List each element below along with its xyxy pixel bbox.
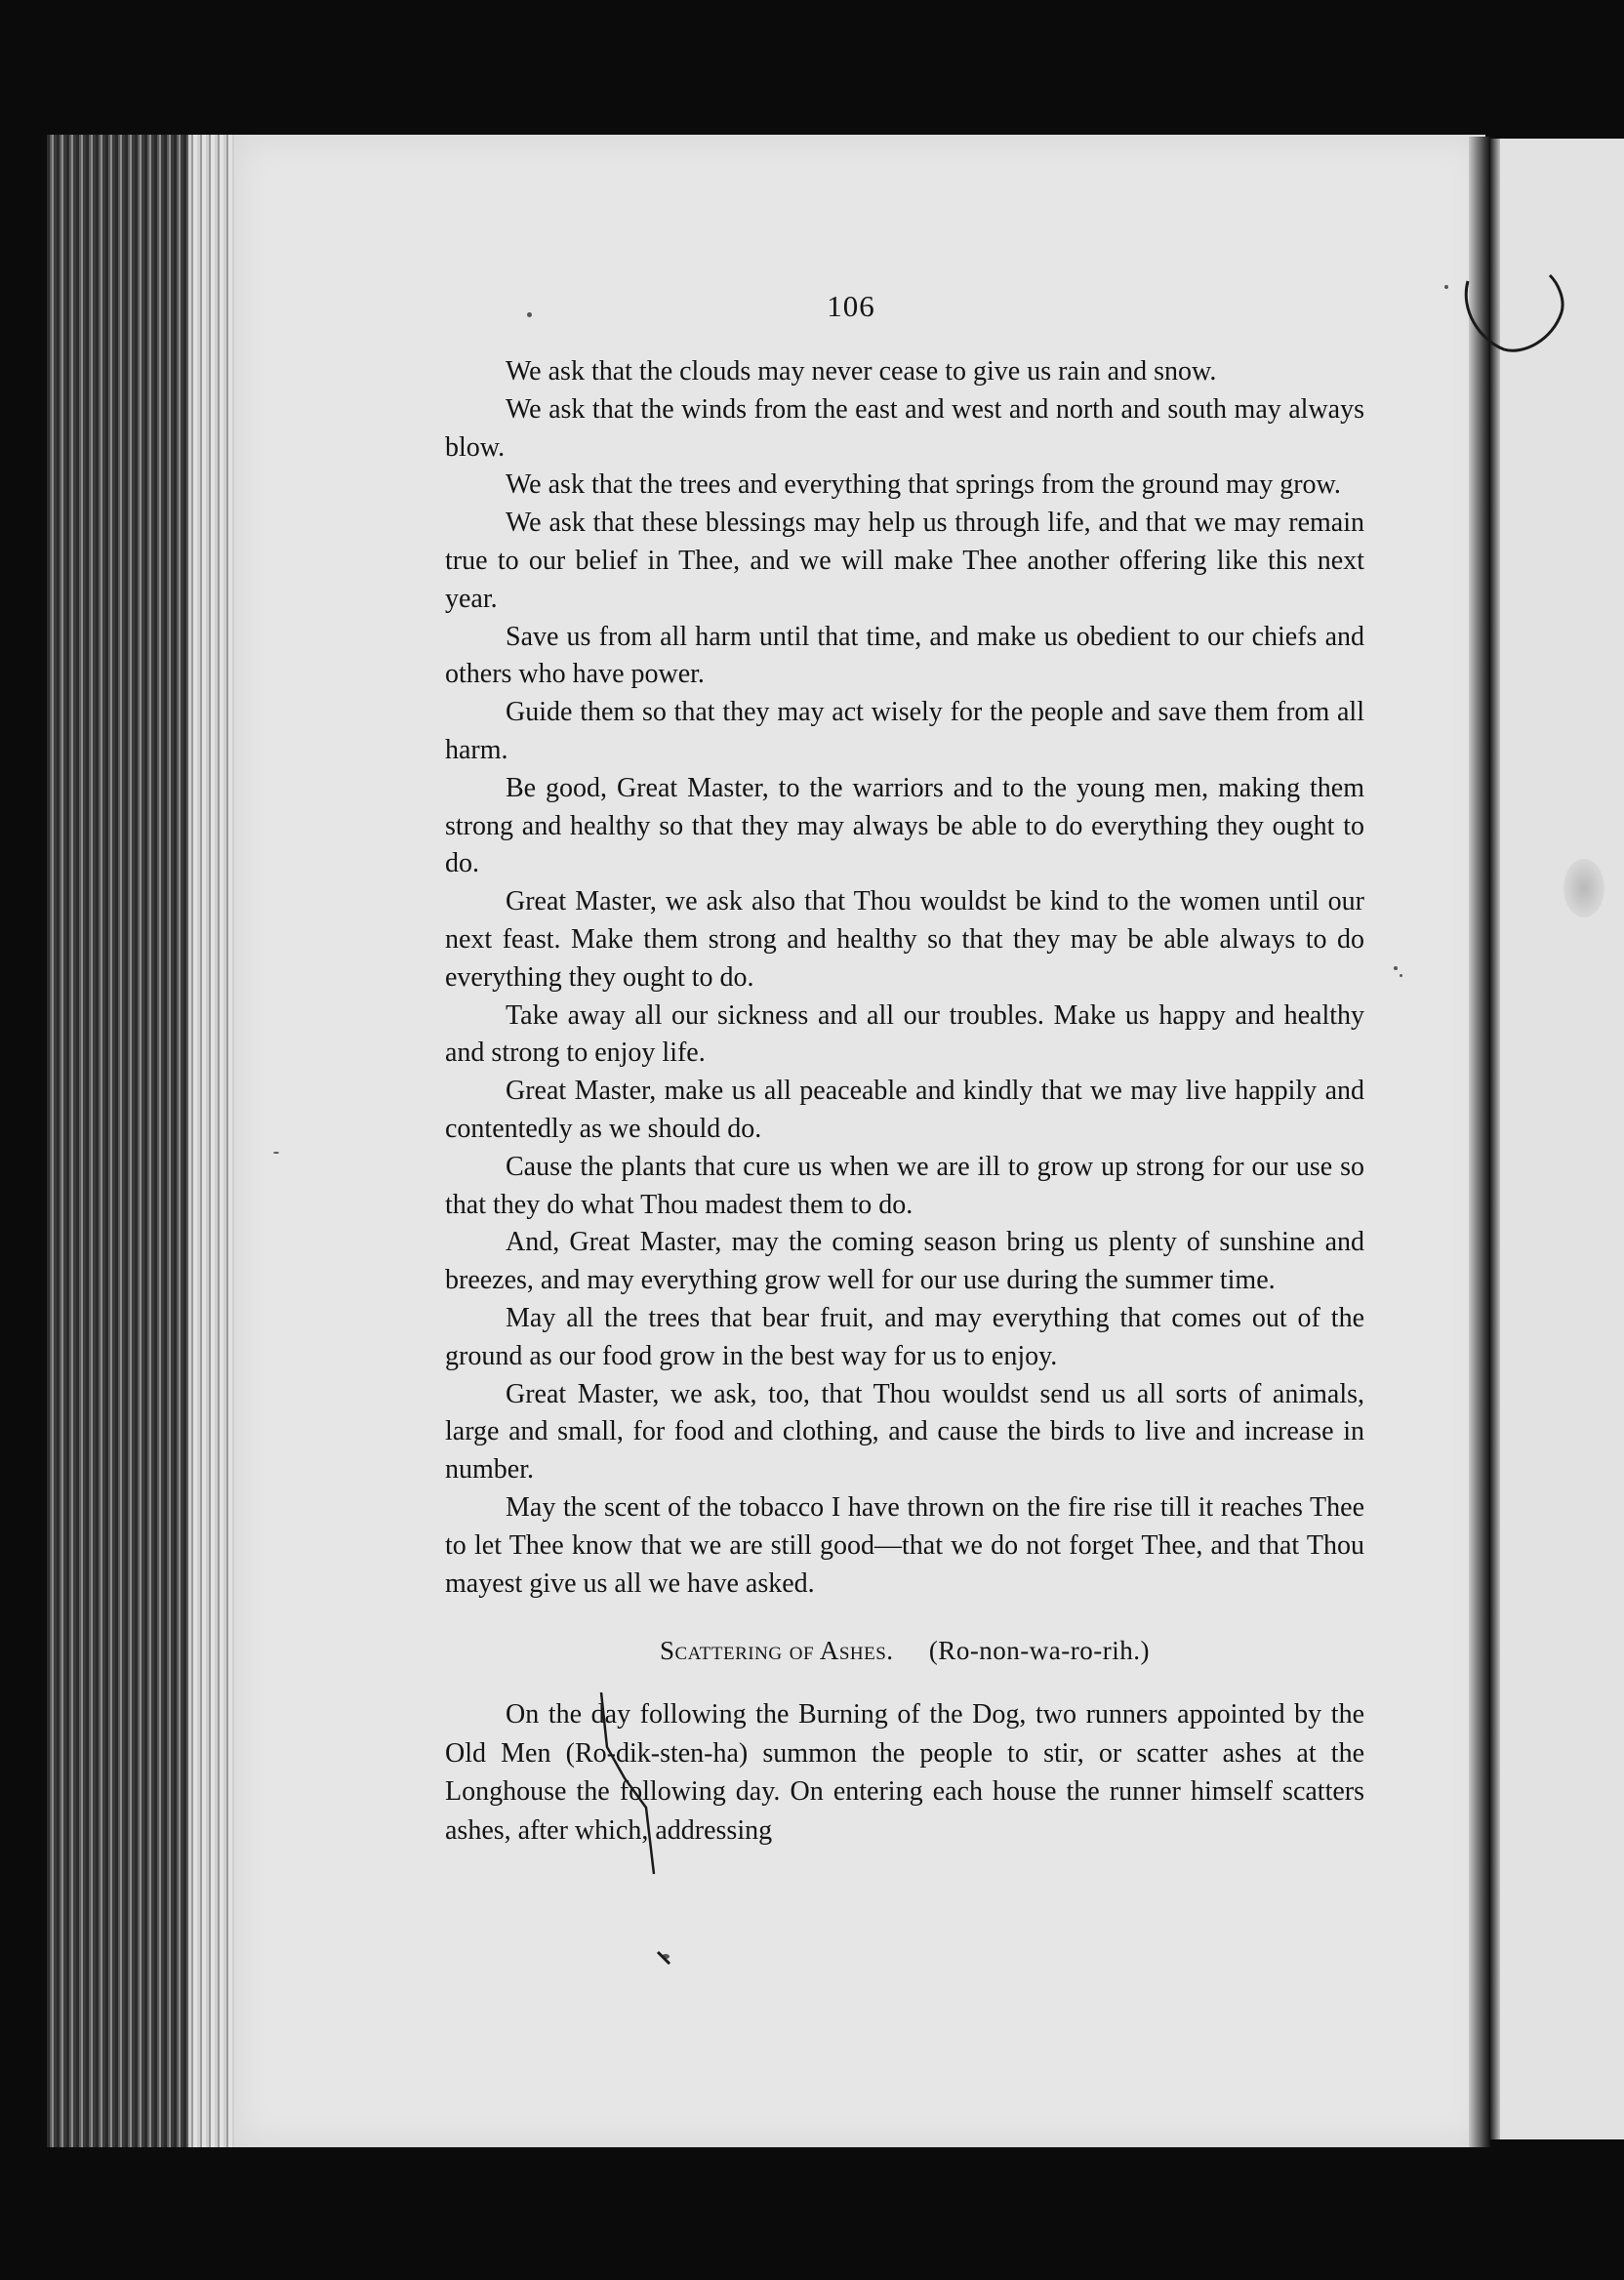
paragraph: Take away all our sickness and all our troubles. Make us happy and healthy and strong to enjoy life. bbox=[445, 999, 1364, 1069]
speck bbox=[1400, 974, 1402, 977]
section-heading bbox=[445, 1632, 1364, 1670]
paragraph: May all the trees that bear fruit, and may everything that comes out of the ground as our food grow in the best way for us to enjoy. bbox=[445, 1302, 1364, 1371]
paragraph: Be good, Great Master, to the warriors and to the young men, making them strong and healthy so that they may always be able to do everything they ought to do. bbox=[445, 772, 1364, 879]
paragraph: Save us from all harm until that time, and make us obedient to our chiefs and others who have power. bbox=[445, 621, 1364, 690]
page-edges-left bbox=[47, 135, 247, 2147]
paragraph: We ask that the clouds may never cease to give us rain and snow. bbox=[506, 356, 1217, 387]
book-gutter bbox=[1469, 137, 1490, 2147]
speck bbox=[273, 1152, 279, 1154]
section-heading-native-name: (Ro-non-wa-ro-rih.) bbox=[928, 1636, 1150, 1666]
next-page-edge bbox=[1490, 139, 1624, 2139]
pen-margin-line bbox=[589, 1689, 677, 1981]
section-heading-title: Scattering of Ashes. bbox=[659, 1636, 894, 1666]
paragraph: We ask that the winds from the east and west and north and south may always blow. bbox=[445, 393, 1364, 463]
section-paragraph: On the day following the Burning of the Dog, two runners appointed by the Old Men (Ro-dik-sten-ha) summon the people to stir, or scatter ashes at the Longhouse the following day. On entering each house the runner himself scatters ashes, after which, addressing bbox=[445, 1699, 1364, 1846]
paragraph: We ask that these blessings may help us through life, and that we may remain true to our belief in Thee, and we will make Thee another offering like this next year. bbox=[445, 508, 1364, 614]
paragraph: Great Master, we ask also that Thou wouldst be kind to the women until our next feast. Make them strong and healthy so that they may be able always to do everything they ought to do. bbox=[445, 886, 1364, 993]
paragraph: Great Master, we ask, too, that Thou wouldst send us all sorts of animals, large and small, for food and clothing, and cause the birds to live and increase in number. bbox=[445, 1378, 1364, 1486]
paragraph: We ask that the trees and everything that springs from the ground may grow. bbox=[506, 469, 1341, 501]
paragraph: Great Master, make us all peaceable and kindly that we may live happily and contentedly as we should do. bbox=[445, 1076, 1364, 1144]
page-number: 106 bbox=[827, 289, 875, 323]
paragraph: Guide them so that they may act wisely for the people and save them from all harm. bbox=[445, 697, 1364, 765]
paragraph: And, Great Master, may the coming season bring us plenty of sunshine and breezes, and may everything grow well for our use during the summer time. bbox=[445, 1227, 1364, 1296]
paragraph: May the scent of the tobacco I have thrown on the fire rise till it reaches Thee to let Thee know that we are still good—that we do not forget Thee, and that Thou mayest give us all we have asked. bbox=[445, 1491, 1364, 1599]
paragraph: Cause the plants that cure us when we are ill to grow up strong for our use so that they do what Thou madest them to do. bbox=[445, 1151, 1364, 1220]
body-text bbox=[445, 353, 1364, 1850]
paper-stain bbox=[1563, 859, 1604, 917]
speck bbox=[1394, 966, 1398, 970]
